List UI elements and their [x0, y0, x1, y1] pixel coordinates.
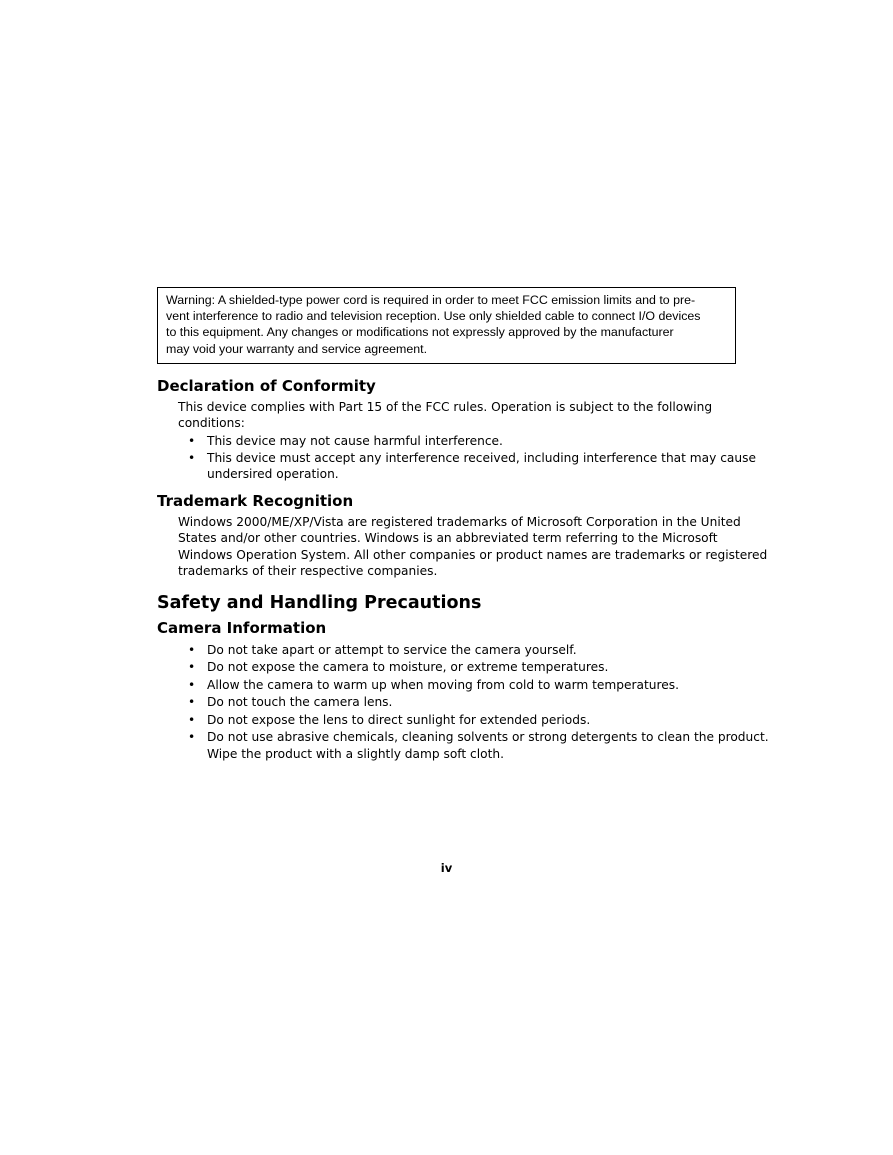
list-item-text: Allow the camera to warm up when moving from cold to warm temperatures.: [207, 677, 679, 692]
bullet-glyph: •: [188, 677, 196, 692]
warning-text-line: vent interference to radio and television reception. Use only shielded cable to connect I/O devices: [166, 309, 701, 324]
bullet-glyph: •: [188, 433, 196, 448]
trademark-heading: Trademark Recognition: [157, 492, 354, 510]
fcc-warning-box: [157, 287, 736, 364]
bullet-glyph: •: [188, 730, 196, 745]
list-item: [188, 712, 747, 728]
safety-heading: Safety and Handling Precautions: [157, 593, 482, 613]
camera-info-heading: Camera Information: [157, 619, 327, 637]
warning-text-line: may void your warranty and service agreement.: [166, 341, 428, 356]
trademark-line: Windows Operation System. All other companies or product names are trademarks or registered: [178, 547, 768, 562]
bullet-glyph: •: [188, 643, 196, 657]
list-item-text: Do not take apart or attempt to service the camera yourself.: [207, 643, 577, 657]
bullet-glyph: •: [188, 660, 196, 675]
list-item: [188, 659, 747, 675]
safety-section: [157, 592, 769, 763]
trademark-paragraph: [178, 514, 768, 579]
bullet-glyph: •: [188, 451, 196, 466]
list-item: [188, 729, 769, 762]
list-item: [188, 694, 747, 710]
trademark-line: States and/or other countries. Windows is an abbreviated term referring to the Microsoft: [178, 531, 718, 546]
list-item: [188, 433, 747, 449]
list-item-text: This device must accept any interference received, including interference that may cause: [207, 451, 756, 466]
list-item-text: undersired operation.: [207, 467, 339, 482]
declaration-intro: [178, 399, 747, 432]
declaration-conditions-list: [157, 433, 756, 483]
list-item-text: Do not touch the camera lens.: [207, 695, 393, 710]
trademark-line: trademarks of their respective companies.: [178, 563, 438, 578]
bullet-glyph: •: [188, 712, 196, 727]
list-item-text: Do not use abrasive chemicals, cleaning solvents or strong detergents to clean the product.: [207, 730, 769, 745]
list-item-text: Do not expose the camera to moisture, or extreme temperatures.: [207, 660, 609, 675]
declaration-intro-line: conditions:: [178, 416, 245, 431]
list-item-text: Wipe the product with a slightly damp soft cloth.: [207, 746, 504, 761]
warning-text-line: Warning: A shielded-type power cord is required in order to meet FCC emission limits and to pre-: [166, 293, 696, 307]
trademark-section: [157, 491, 768, 579]
list-item-text: Do not expose the lens to direct sunlight for extended periods.: [207, 712, 591, 727]
list-item-text: This device may not cause harmful interference.: [207, 433, 503, 448]
camera-precautions-list: [157, 642, 769, 762]
declaration-intro-line: This device complies with Part 15 of the FCC rules. Operation is subject to the following: [178, 400, 713, 414]
bullet-glyph: •: [188, 695, 196, 710]
declaration-heading: Declaration of Conformity: [157, 377, 376, 395]
page-number: iv: [440, 861, 453, 875]
list-item: [188, 677, 747, 693]
list-item: [188, 450, 756, 483]
warning-text-line: to this equipment. Any changes or modifications not expressly approved by the manufacturer: [166, 325, 674, 340]
trademark-line: Windows 2000/ME/XP/Vista are registered trademarks of Microsoft Corporation in the United: [178, 515, 741, 529]
list-item: [188, 642, 747, 658]
declaration-section: [157, 376, 756, 484]
